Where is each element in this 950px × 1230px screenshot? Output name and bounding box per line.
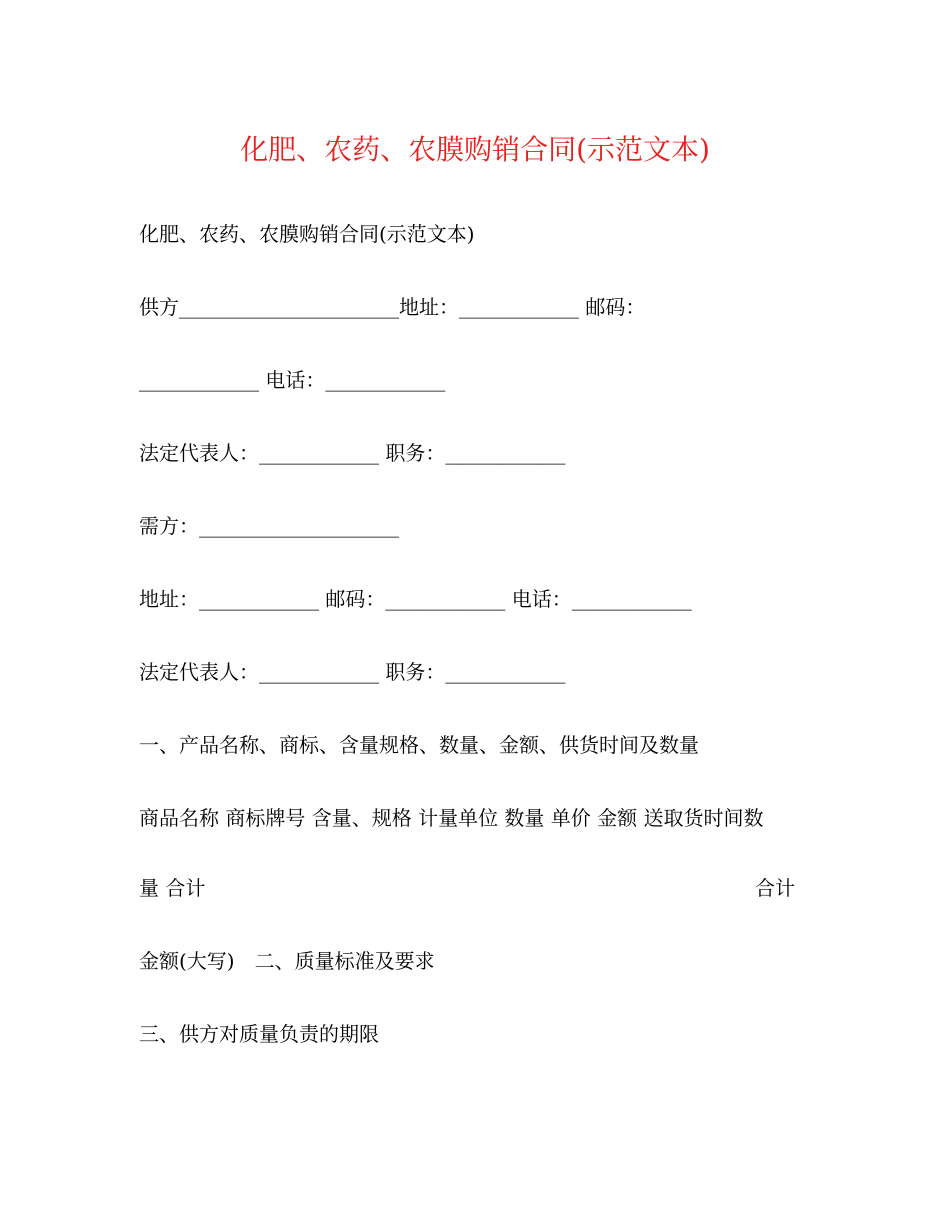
- total-line-right: 合计: [755, 876, 795, 900]
- subtitle-line: 化肥、农药、农膜购销合同(示范文本): [139, 222, 475, 246]
- buyer-representative-line: 法定代表人：____________ 职务：____________: [139, 660, 566, 684]
- supplier-phone-line: ____________ 电话：____________: [139, 368, 446, 392]
- total-line: [139, 873, 795, 903]
- supplier-representative-line: 法定代表人：____________ 职务：____________: [139, 441, 566, 465]
- product-columns-line: 商品名称 商标牌号 含量、规格 计量单位 数量 单价 金额 送取货时间数: [139, 806, 764, 830]
- total-line-left: 量 合计: [139, 876, 206, 900]
- buyer-line: 需方：____________________: [139, 514, 399, 538]
- buyer-address-line: 地址：____________ 邮码：____________ 电话：____________: [139, 587, 692, 611]
- amount-and-section-two-line: 金额(大写) 二、质量标准及要求: [139, 949, 435, 973]
- section-one-heading: 一、产品名称、商标、含量规格、数量、金额、供货时间及数量: [139, 733, 699, 757]
- supplier-line: 供方______________________地址：____________ 邮码：: [139, 295, 646, 319]
- document-title: 化肥、农药、农膜购销合同(示范文本): [240, 133, 710, 166]
- section-three-heading: 三、供方对质量负责的期限: [139, 1022, 379, 1046]
